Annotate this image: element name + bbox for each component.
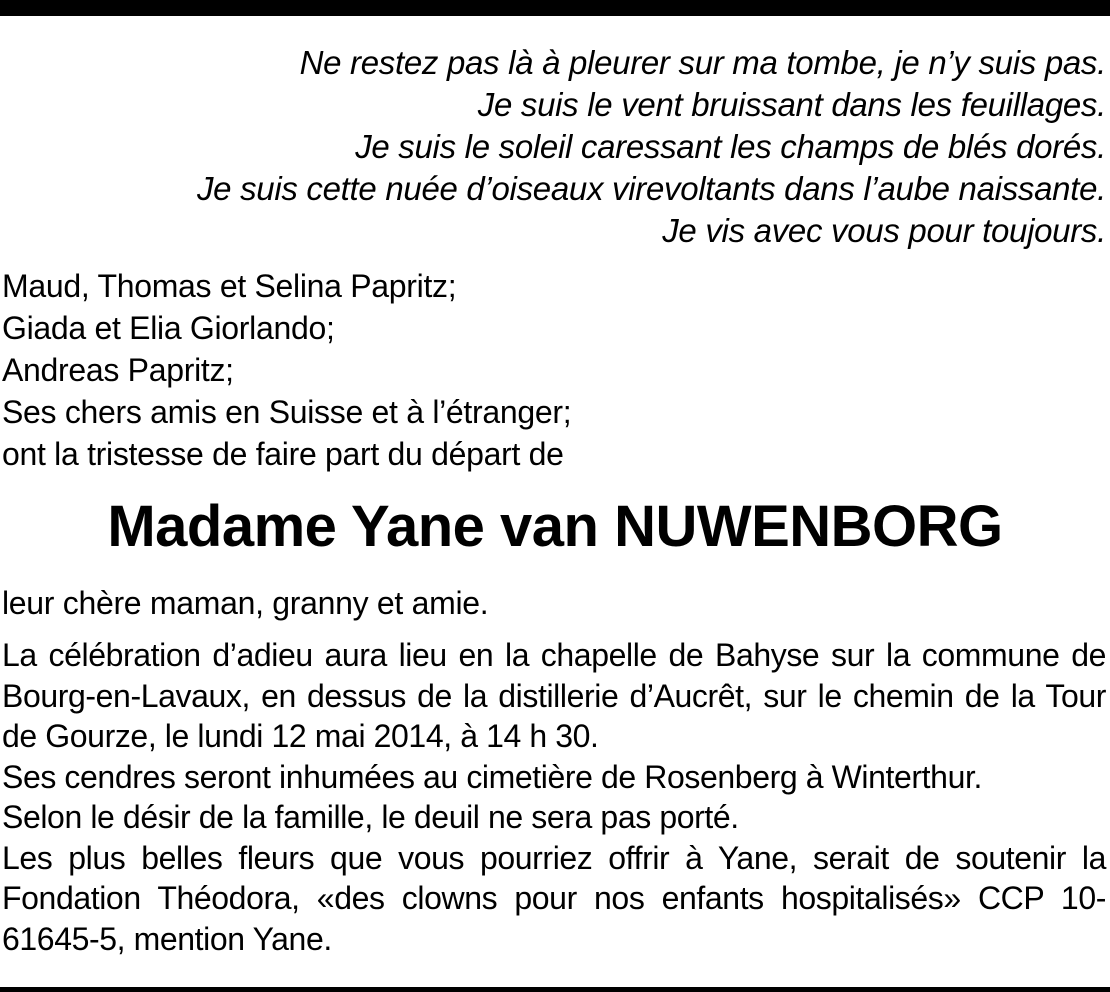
family-line: Maud, Thomas et Selina Papritz;	[2, 268, 457, 304]
family-line: Giada et Elia Giorlando;	[2, 310, 335, 346]
poem-line: Je vis avec vous pour toujours.	[662, 212, 1106, 249]
family-line: ont la tristesse de faire part du départ de	[2, 436, 564, 472]
poem-line: Je suis le vent bruissant dans les feuillages.	[477, 86, 1106, 123]
ceremony-paragraph: La célébration d’adieu aura lieu en la chapelle de Bahyse sur la commune de Bourg-en-Lavaux, en dessus de la distillerie d’Aucrêt, sur le chemin de la Tour de Gourze, le lundi 12 mai 2014, à 14 h 30.	[2, 637, 1106, 754]
poem-verse	[0, 42, 1106, 252]
poem-line: Ne restez pas là à pleurer sur ma tombe, je n’y suis pas.	[299, 44, 1106, 81]
deceased-name: Madame Yane van NUWENBORG	[107, 494, 1003, 559]
ceremony-details	[2, 635, 1106, 959]
top-border-rule	[0, 0, 1110, 16]
donation-notice: Les plus belles fleurs que vous pourriez offrir à Yane, serait de soutenir la Fondation Théodora, «des clowns pour nos enfants hospitalisés» CCP 10-61645-5, mention Yane.	[2, 839, 1106, 957]
family-announcers	[2, 265, 1102, 475]
bottom-border-rule	[0, 987, 1110, 992]
family-line: Andreas Papritz;	[2, 352, 234, 388]
deceased-relation: leur chère maman, granny et amie.	[2, 585, 489, 621]
mourning-notice: Selon le désir de la famille, le deuil ne sera pas porté.	[2, 799, 739, 835]
family-line: Ses chers amis en Suisse et à l’étranger;	[2, 394, 572, 430]
poem-line: Je suis le soleil caressant les champs de blés dorés.	[355, 128, 1106, 165]
poem-line: Je suis cette nuée d’oiseaux virevoltants dans l’aube naissante.	[196, 170, 1106, 207]
ashes-notice: Ses cendres seront inhumées au cimetière de Rosenberg à Winterthur.	[2, 758, 982, 795]
